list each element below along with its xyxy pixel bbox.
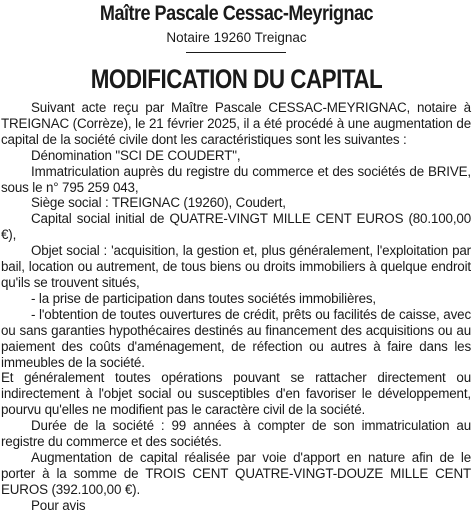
paragraph-initial-capital: Capital social initial de QUATRE-VINGT MILLE CENT EUROS (80.100,00 €), xyxy=(1,211,471,243)
notice-body xyxy=(1,100,471,514)
paragraph-capital-increase: Augmentation de capital réalisée par voie d'apport en nature afin de le porter à la somme de TROIS CENT QUATRE-VINGT-DOUZE MILLE CENT EUROS (392.100,00 €). xyxy=(1,449,471,497)
notice-title: MODIFICATION DU CAPITAL xyxy=(90,64,383,94)
paragraph-duration: Durée de la société : 99 années à compter de son immatriculation au registre du commerce et des sociétés. xyxy=(1,418,471,450)
paragraph-head-office: Siège social : TREIGNAC (19260), Coudert, xyxy=(31,195,286,211)
paragraph-purpose: Objet social : 'acquisition, la gestion et, plus généralement, l'exploitation par bail, location ou autrement, de tous biens ou droits immobiliers à quelque endroit qu'ils se trouvent situés, xyxy=(1,243,471,290)
paragraph-closing: Pour avis xyxy=(31,497,86,513)
paragraph-purpose-item-1: - la prise de participation dans toutes sociétés immobilières, xyxy=(31,290,376,306)
paragraph-denomination: Dénomination "SCI DE COUDERT", xyxy=(31,147,241,163)
notary-subtitle: Notaire 19260 Treignac xyxy=(166,30,307,45)
paragraph-general-operations: Et généralement toutes opérations pouvant se rattacher directement ou indirectement à l'objet social ou susceptibles d'en favoriser le développement, pourvu qu'elles ne modifient pas le caractère civil de la société. xyxy=(1,370,471,418)
paragraph-registration: Immatriculation auprès du registre du commerce et des sociétés de BRIVE, sous le n° 795 259 043, xyxy=(1,163,471,195)
paragraph-purpose-item-2: - l'obtention de toutes ouvertures de crédit, prêts ou facilités de caisse, avec ou sans garanties hypothécaires destinés au financement des acquisitions ou au paiement des coûts d'aménagement, de réfection ou autres à faire dans les immeubles de la société. xyxy=(1,306,471,370)
notary-name: Maître Pascale Cessac-Meyrignac xyxy=(99,2,374,25)
header-divider xyxy=(186,52,286,53)
paragraph-intro: Suivant acte reçu par Maître Pascale CESSAC-MEYRIGNAC, notaire à TREIGNAC (Corrèze), le 21 février 2025, il a été procédé à une augmentation de capital de la société civile dont les caractéristiques sont les suivantes : xyxy=(1,100,471,147)
